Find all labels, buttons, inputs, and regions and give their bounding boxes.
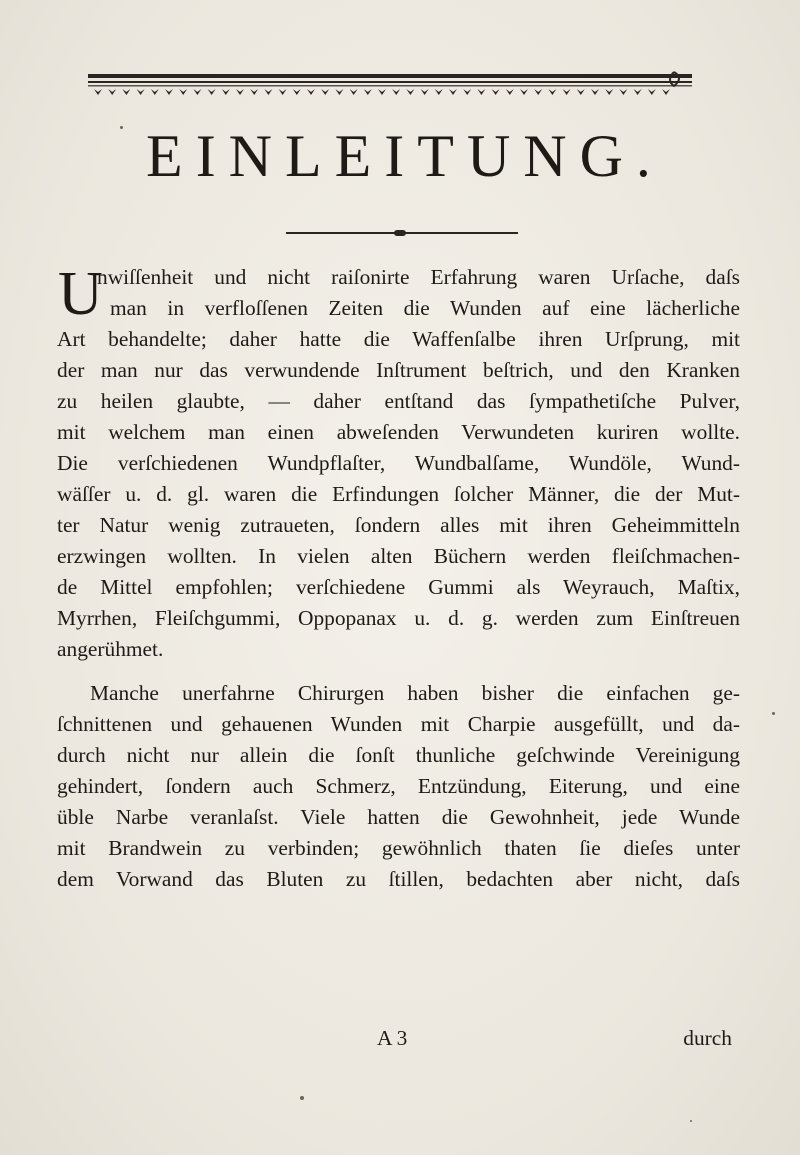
ornament-motif (534, 89, 542, 95)
ornament-motif (364, 89, 372, 95)
ornament-motif (605, 89, 613, 95)
text-line: üble Narbe veranlaſst. Viele hatten die Gewohnheit, jede Wunde (57, 805, 740, 829)
ornament-motif (293, 89, 301, 95)
text-line: zu heilen glaubte, — daher entſtand das ſympathetiſche Pulver, (57, 389, 740, 413)
catchword: durch (683, 1026, 732, 1050)
ornament-motif (548, 89, 556, 95)
text-line: man in verfloſſenen Zeiten die Wunden auf eine lächerliche (110, 296, 740, 320)
text-line: ter Natur wenig zutraueten, ſondern alles mit ihren Geheimmitteln (57, 513, 740, 537)
text-line: durch nicht nur allein die ſonſt thunliche geſchwinde Vereinigung (57, 743, 740, 767)
text-line: wäſſer u. d. gl. waren die Erfindungen ſolcher Männer, die der Mut- (57, 482, 740, 506)
ornament-motif (520, 89, 528, 95)
ornament-motif (421, 89, 429, 95)
ornament-motif (563, 89, 571, 95)
ornament-motif (94, 89, 102, 95)
ornament-motif (151, 89, 159, 95)
text-line: Art behandelte; daher hatte die Waffenſalbe ihren Urſprung, mit (57, 327, 740, 351)
text-line: mit Brandwein zu verbinden; gewöhnlich thaten ſie dieſes unter (57, 836, 740, 860)
ornament-motif (449, 89, 457, 95)
ornament-motif (321, 89, 329, 95)
ornament-motif (506, 89, 514, 95)
ornament-motif (137, 89, 145, 95)
paper-speck (300, 1096, 304, 1100)
text-line: ſchnittenen und gehauenen Wunden mit Charpie ausgefüllt, und da- (57, 712, 740, 736)
paper-speck (120, 126, 123, 129)
drop-cap: U (58, 260, 103, 328)
ornament-motif (634, 89, 642, 95)
ornament-motif (350, 89, 358, 95)
ornament-motif (122, 89, 130, 95)
ornament-motif (307, 89, 315, 95)
ornament-motif (435, 89, 443, 95)
paragraph-1 (57, 262, 740, 665)
chapter-heading: EINLEITUNG. (146, 123, 664, 189)
ornament-motif (236, 89, 244, 95)
ornament-motif (179, 89, 187, 95)
ornament-motif (463, 89, 471, 95)
page-footer (57, 1023, 740, 1054)
text-line: mit welchem man einen abweſenden Verwundeten kuriren wollte. (57, 420, 740, 444)
ornament-band (88, 72, 692, 108)
text-line: U nwiſſenheit und nicht raiſonirte Erfahrung waren Urſache, daſs (58, 260, 740, 328)
ornament-motif (662, 89, 670, 95)
text-line: de Mittel empfohlen; verſchiedene Gummi als Weyrauch, Maſtix, (57, 575, 740, 599)
ornament-motif (108, 89, 116, 95)
ornament-motif (378, 89, 386, 95)
paper-speck (690, 1120, 692, 1122)
text-line: der man nur das verwundende Inſtrument beſtrich, und den Kranken (57, 358, 740, 382)
ornament-motif (250, 89, 258, 95)
ornament-motif (477, 89, 485, 95)
text-line: erzwingen wollten. In vielen alten Büchern werden fleiſchmachen- (57, 544, 740, 568)
text-line: angerühmet. (57, 637, 164, 661)
text-line: Manche unerfahrne Chirurgen haben bisher die einfachen ge- (90, 681, 740, 705)
ornament-motif (648, 89, 656, 95)
ornament-motif (492, 89, 500, 95)
heading-rule (286, 232, 518, 234)
ornament-motif (222, 89, 230, 95)
text-line: Myrrhen, Fleiſchgummi, Oppopanax u. d. g. werden zum Einſtreuen (57, 606, 740, 630)
ornament-motif (279, 89, 287, 95)
ornament-motif (619, 89, 627, 95)
ornament-motif (406, 89, 414, 95)
text-line: gehindert, ſondern auch Schmerz, Entzündung, Eiterung, und eine (57, 774, 740, 798)
ornament-motif (591, 89, 599, 95)
ornament-motif (208, 89, 216, 95)
signature-mark: A 3 (377, 1026, 408, 1050)
paragraph-2 (57, 678, 740, 895)
text-line: Die verſchiedenen Wundpflaſter, Wundbalſame, Wundöle, Wund- (57, 451, 740, 475)
ornament-motif (165, 89, 173, 95)
paper-speck (772, 712, 775, 715)
ornament-motif (577, 89, 585, 95)
text-line: dem Vorwand das Bluten zu ſtillen, bedachten aber nicht, daſs (57, 867, 740, 891)
ornament-motif (392, 89, 400, 95)
ornament-motif (193, 89, 201, 95)
ornament-motif (264, 89, 272, 95)
ornament-motif (335, 89, 343, 95)
